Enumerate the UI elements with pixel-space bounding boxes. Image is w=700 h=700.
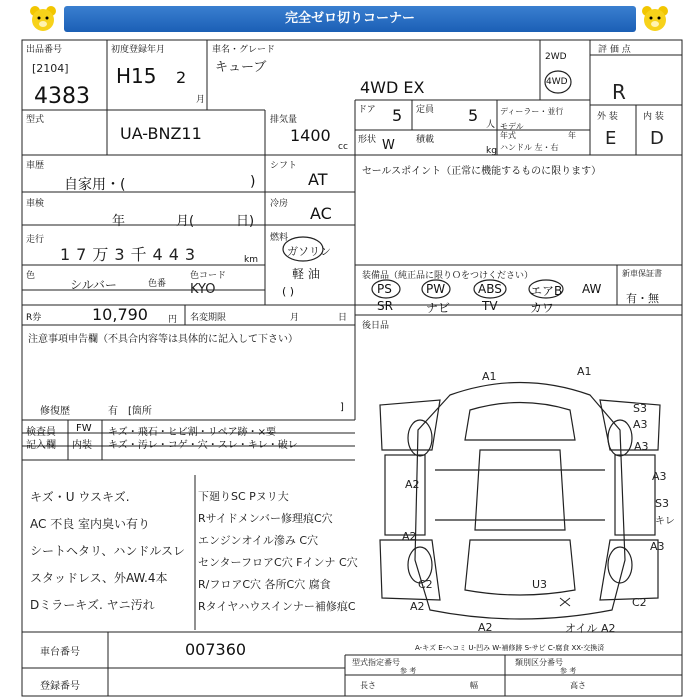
color-value: シルバー (70, 278, 117, 292)
exterior-grade: E (605, 128, 617, 149)
mark-s3-top: S3 (633, 402, 647, 415)
vehicle-name: キューブ (215, 60, 267, 75)
chassis-value: 007360 (185, 640, 247, 659)
mark-a2-left: A2 (405, 478, 420, 491)
mark-a2-side: A2 (402, 530, 417, 543)
chassis-label: 車台番号 (40, 647, 80, 658)
notes-right (198, 488, 358, 620)
color-code: KYO (190, 282, 216, 297)
mark-a1-left: A1 (482, 370, 497, 383)
recycle-value: 10,790 (92, 305, 148, 324)
fuel-paren: ( ) (282, 285, 295, 298)
lot-code: [2104] (32, 62, 69, 75)
mark-a2-bottom: A2 (478, 621, 493, 634)
fuel-gasoline: ガソリン (287, 245, 331, 258)
recycle-unit: 円 (168, 315, 178, 325)
fw-items: キズ・飛石・ヒビ割・リペア跡・×要 (108, 427, 276, 438)
equipment-pw: PW (426, 282, 446, 296)
note-right-4: センターフロアC穴 Fインナ C穴 (198, 556, 358, 569)
transfer-label: 名変期限 (190, 313, 227, 323)
model-year-label: モデル年式 (500, 122, 524, 140)
mark-a3-top: A3 (633, 418, 648, 431)
ac-value: AC (310, 204, 332, 223)
class-label: 類別区分番号 (515, 658, 563, 667)
load-label: 積載 (416, 135, 435, 145)
history-label: 車歴 (26, 161, 45, 171)
note-right-1: 下廻りSC Pヌリ大 (198, 490, 289, 503)
note-left-1: キズ・U ウスキズ. (30, 490, 130, 504)
inspection-label: 車検 (26, 199, 45, 209)
history-value: 自家用・( (64, 177, 126, 193)
interior-grade: D (650, 128, 664, 149)
drive-4wd: 4WD (546, 77, 568, 87)
after-items-label: 後日品 (362, 321, 390, 331)
class-ref: 参 考 (560, 667, 577, 675)
inspection-year: 年 (112, 214, 126, 229)
drive-2wd: 2WD (545, 52, 567, 62)
dim-width: 幅 (470, 681, 478, 690)
equipment-label: 装備品（純正品に限りＯをつけください） (362, 271, 534, 281)
interior-label: 内 装 (643, 112, 664, 122)
mark-a3-right: A3 (652, 470, 667, 483)
registration-label: 初度登録年月 (111, 45, 166, 55)
inspector-label: 検査員 (26, 427, 56, 438)
dealer-label: ディーラー・並行 (500, 107, 564, 116)
shift-value: AT (308, 170, 328, 189)
interior-check-label: 内装 (72, 440, 92, 451)
note-left-4: スタッドレス、外AW.4本 (30, 571, 168, 585)
load-unit: kg (486, 146, 497, 156)
mark-a1-right: A1 (577, 365, 592, 378)
model-value: UA-BNZ11 (120, 124, 202, 143)
dim-height: 高さ (570, 681, 586, 690)
equipment-sr: SR (377, 299, 393, 313)
registration-number-label: 登録番号 (40, 681, 80, 692)
color-label: 色 (26, 271, 36, 281)
declaration-label: 注意事項申告欄（不具合内容等は具体的に記入して下さい） (28, 334, 298, 345)
mark-oil-a2: オイル A2 (565, 622, 616, 635)
capacity-unit: 人 (486, 120, 496, 130)
note-right-2: Rサイドメンバー修理痕C穴 (198, 512, 333, 525)
damage-legend: A-キズ E-ヘコミ U-凹み W-補修跡 S-サビ C-腐食 XX-交換済 (415, 644, 605, 652)
registration-year: H15 (116, 64, 157, 88)
equipment-leather: カワ (530, 301, 555, 315)
notes-left (30, 488, 185, 623)
model-year-unit: 年 (568, 131, 576, 140)
repair-history-label: 修復歴 (40, 406, 70, 417)
note-right-5: R/フロアC穴 各所C穴 腐食 (198, 578, 331, 591)
history-close: ) (250, 174, 256, 190)
shift-label: シフト (270, 161, 298, 171)
mark-u3: U3 (532, 578, 548, 591)
capacity-label: 定員 (416, 105, 435, 115)
grade-score: R (612, 80, 626, 104)
mark-kire: キレ (655, 516, 675, 527)
mark-a3-front: A3 (634, 440, 649, 453)
mileage-label: 走行 (26, 235, 45, 245)
displacement-label: 排気量 (270, 115, 298, 125)
model-cert-ref: 参 考 (400, 667, 417, 675)
grade-label: 評 価 点 (598, 45, 631, 55)
mark-c2-right: C2 (632, 596, 647, 609)
dim-length: 長さ (360, 681, 376, 690)
displacement-unit: cc (338, 142, 348, 152)
listing-label: 出品番号 (26, 45, 63, 55)
note-right-6: Rタイヤハウスインナー補修痕C (198, 600, 356, 613)
displacement-value: 1400 (290, 126, 331, 145)
registration-month: 2 (176, 68, 187, 87)
recycle-label: R券 (26, 313, 42, 323)
capacity-value: 5 (468, 106, 479, 125)
model-cert-label: 型式指定番号 (352, 658, 400, 667)
transfer-day: 日 (338, 313, 348, 323)
warranty-label: 新車保証書 (622, 269, 662, 278)
note-left-3: シートヘタリ、ハンドルスレ (30, 544, 186, 558)
equipment-airbag: エアB (530, 284, 563, 298)
interior-items: キズ・汚レ・コゲ・穴・スレ・キレ・破レ (108, 440, 298, 451)
inspection-day: 日) (236, 214, 255, 229)
mileage-unit: km (244, 255, 258, 265)
ac-label: 冷房 (270, 199, 289, 209)
mark-s3-right: S3 (655, 497, 669, 510)
banner-title: 完全ゼロ切りコーナー (64, 6, 636, 32)
equipment-navi: ナビ (426, 301, 451, 315)
note-left-2: AC 不良 室内臭い有り (30, 517, 151, 531)
note-right-3: エンジンオイル滲み C穴 (198, 534, 319, 547)
inspection-month: 月( (176, 214, 195, 229)
shape-label: 形状 (358, 135, 377, 145)
fuel-label: 燃料 (270, 233, 289, 243)
note-left-5: Dミラーキズ. ヤニ汚れ (30, 598, 155, 612)
registration-month-unit: 月 (196, 95, 206, 105)
color-code2-label: 色コード (190, 271, 227, 281)
mileage-value: 17万3千443 (60, 245, 202, 264)
sales-point-label: セールスポイント（正常に機能するものに限ります） (362, 166, 602, 177)
mark-c2-left: C2 (418, 578, 433, 591)
handle-label: ハンドル 左・右 (500, 143, 559, 152)
equipment-aw: AW (582, 282, 602, 296)
exterior-label: 外 装 (597, 112, 618, 122)
vehicle-grade: 4WD EX (360, 78, 425, 97)
listing-number: 4383 (34, 84, 90, 109)
equipment-ps: PS (377, 282, 392, 296)
equipment-abs: ABS (478, 282, 502, 296)
transfer-month: 月 (290, 313, 300, 323)
doors-value: 5 (392, 106, 403, 125)
entry-label: 記入欄 (26, 440, 56, 451)
shape-value: W (382, 138, 395, 153)
repair-close: ] (340, 402, 344, 413)
fw-label: FW (76, 423, 92, 434)
fuel-diesel: 軽 油 (292, 267, 320, 281)
color-code-label: 色番 (148, 279, 167, 289)
model-label: 型式 (26, 115, 45, 125)
repair-yes: 有 (108, 406, 118, 417)
vehicle-name-label: 車名・グレード (212, 45, 276, 55)
equipment-tv: TV (482, 299, 498, 313)
doors-label: ドア (358, 105, 376, 115)
repair-location: [箇所 (128, 406, 152, 417)
mark-a2-bottom-left: A2 (410, 600, 425, 613)
mark-a3-rear: A3 (650, 540, 665, 553)
warranty-value: 有・無 (626, 292, 659, 305)
